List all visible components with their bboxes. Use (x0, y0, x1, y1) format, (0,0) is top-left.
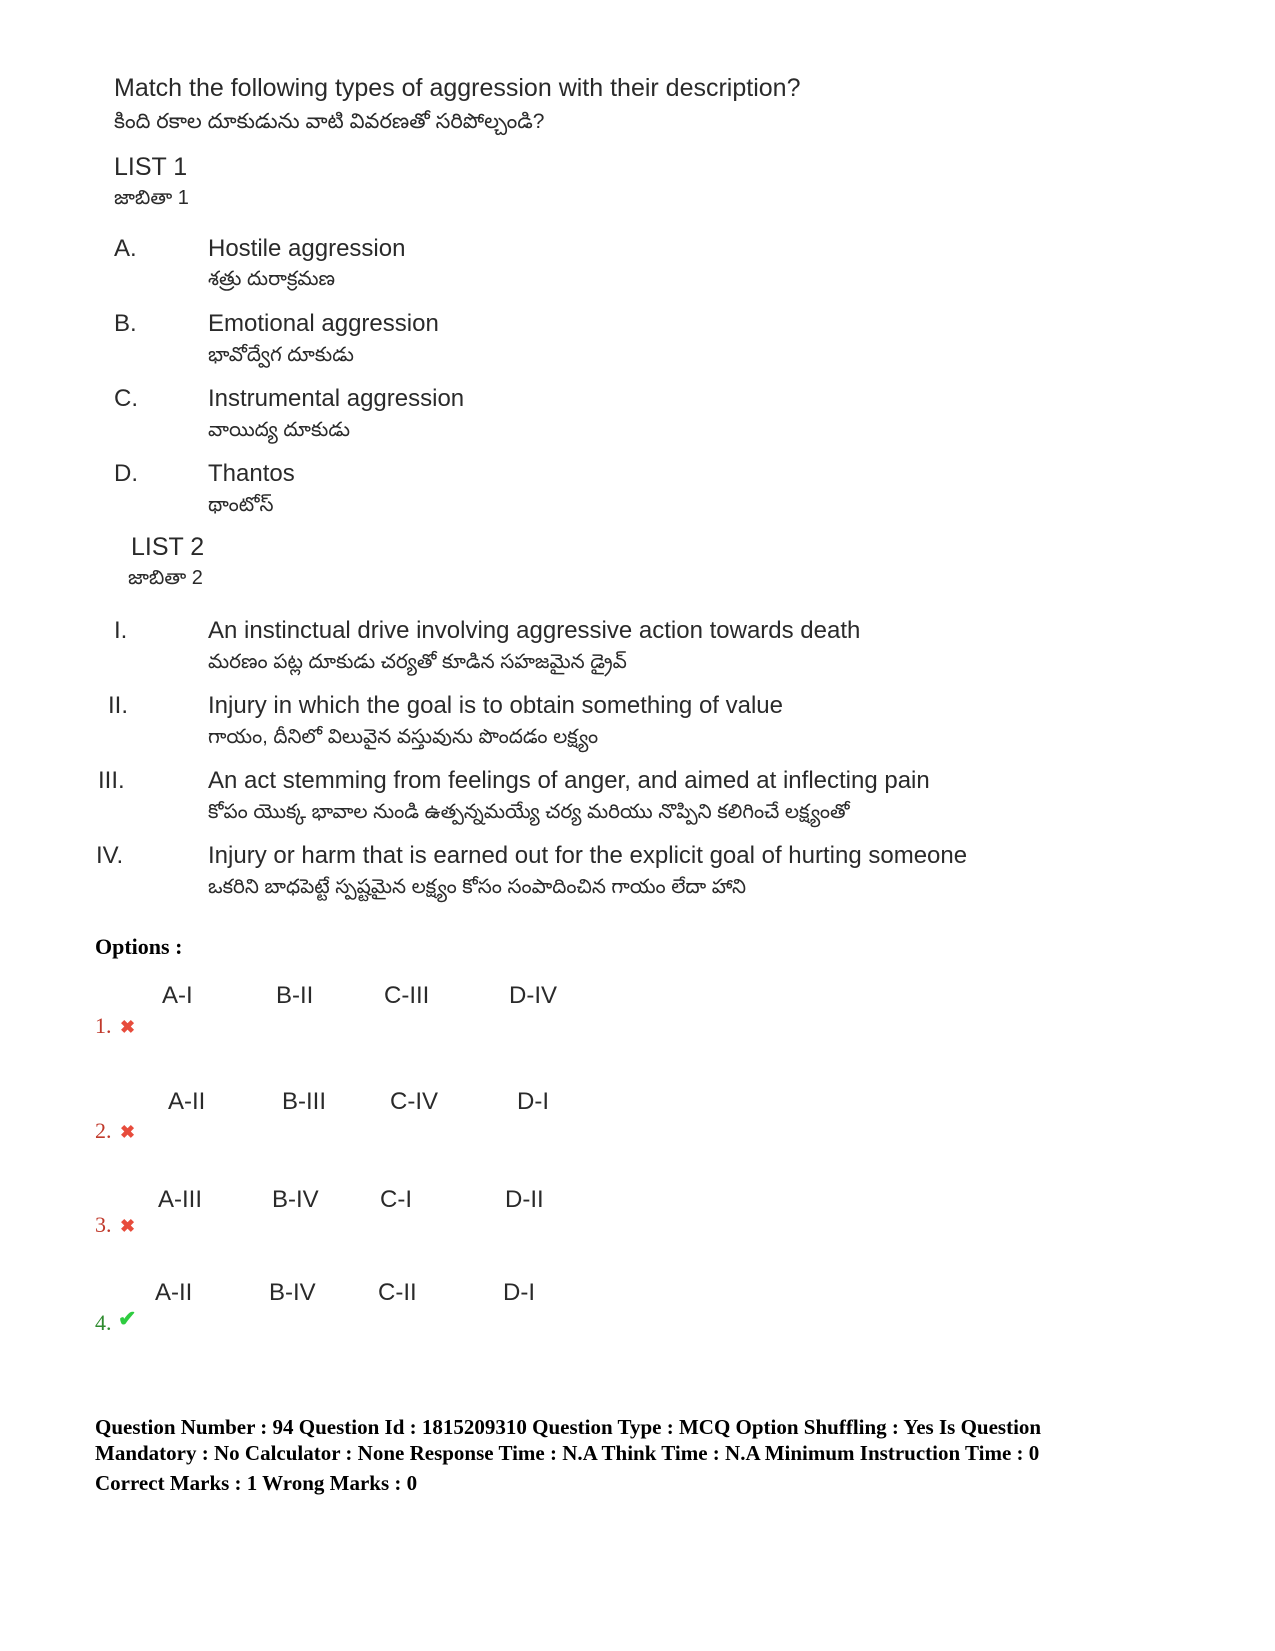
list2-item-letter: II. (108, 692, 129, 719)
list1-item-te: శత్రు దురాక్రమణ (208, 268, 336, 290)
list2-item-letter: III. (98, 767, 125, 794)
cross-icon: ✖ (120, 1017, 136, 1037)
list1-item-letter: B. (114, 310, 137, 337)
list2-item-letter: IV. (96, 842, 124, 869)
question-meta-line3: Correct Marks : 1 Wrong Marks : 0 (95, 1471, 418, 1495)
list1-item-te: భావోద్వేగ దూకుడు (208, 344, 354, 366)
option-pair: B-IV (269, 1279, 316, 1306)
option-pair: C-II (378, 1279, 417, 1306)
option-pair: B-IV (272, 1186, 319, 1213)
option-pair: A-II (155, 1279, 193, 1306)
list2-item-te: గాయం, దీనిలో విలువైన వస్తువును పొందడం లక్ష్యం (208, 726, 599, 748)
question-meta-line1: Question Number : 94 Question Id : 1815209310 Question Type : MCQ Option Shuffling : Yes Is Question (95, 1415, 1042, 1439)
option-pair: C-I (380, 1186, 412, 1213)
list1-item-letter: D. (114, 460, 138, 487)
option-pair: D-II (505, 1186, 544, 1213)
option-pair: A-III (158, 1186, 203, 1213)
list1-item-en: Thantos (208, 460, 295, 487)
option-pair: A-I (162, 982, 193, 1009)
list1-item-te: వాయిద్య దూకుడు (208, 419, 351, 441)
list2-item-en: An instinctual drive involving aggressive action towards death (208, 617, 861, 644)
list2-item-en: An act stemming from feelings of anger, and aimed at inflecting pain (208, 767, 930, 794)
option-pair: B-II (276, 982, 314, 1009)
list2-item-te: మరణం పట్ల దూకుడు చర్యతో కూడిన సహజమైన డ్రైవ్ (208, 651, 627, 673)
option-pair: C-III (384, 982, 430, 1009)
list2-item-letter: I. (114, 617, 128, 644)
check-icon: ✔ (118, 1306, 137, 1331)
list2-item-te: ఒకరిని బాధపెట్టే స్పష్టమైన లక్ష్యం కోసం సంపాదించిన గాయం లేదా హాని (208, 876, 747, 898)
option-number: 2. (95, 1118, 112, 1143)
question-meta-line2: Mandatory : No Calculator : None Response Time : N.A Think Time : N.A Minimum Instruction Time : 0 (95, 1441, 1040, 1465)
option-number: 4. (95, 1310, 112, 1335)
option-pair: C-IV (390, 1088, 438, 1115)
list1-item-en: Instrumental aggression (208, 385, 465, 412)
list2-title: LIST 2 (131, 533, 205, 561)
list1-title-te: జాబితా 1 (114, 187, 189, 209)
option-pair: D-I (517, 1088, 549, 1115)
list2-item-te: కోపం యొక్క భావాల నుండి ఉత్పన్నమయ్యే చర్య మరియు నొప్పిని కలిగించే లక్ష్యంతో (208, 801, 850, 823)
list1-item-en: Emotional aggression (208, 310, 439, 337)
question-text-en: Match the following types of aggression with their description? (114, 74, 801, 102)
option-number: 1. (95, 1013, 112, 1038)
option-pair: D-IV (509, 982, 557, 1009)
list1-item-letter: A. (114, 235, 137, 262)
list2-item-en: Injury in which the goal is to obtain something of value (208, 692, 784, 719)
list1-item-letter: C. (114, 385, 138, 412)
option-number: 3. (95, 1212, 112, 1237)
list1-item-te: థాంటోస్ (208, 494, 274, 516)
list1-item-en: Hostile aggression (208, 235, 406, 262)
cross-icon: ✖ (120, 1122, 136, 1142)
list2-item-en: Injury or harm that is earned out for the explicit goal of hurting someone (208, 842, 968, 869)
option-pair: A-II (168, 1088, 206, 1115)
option-pair: B-III (282, 1088, 327, 1115)
option-pair: D-I (503, 1279, 535, 1306)
list2-title-te: జాబితా 2 (128, 567, 203, 589)
list1-title: LIST 1 (114, 153, 188, 181)
question-text-te: కింది రకాల దూకుడును వాటి వివరణతో సరిపోల్చండి? (114, 110, 545, 133)
options-label: Options : (95, 934, 183, 959)
cross-icon: ✖ (120, 1216, 136, 1236)
